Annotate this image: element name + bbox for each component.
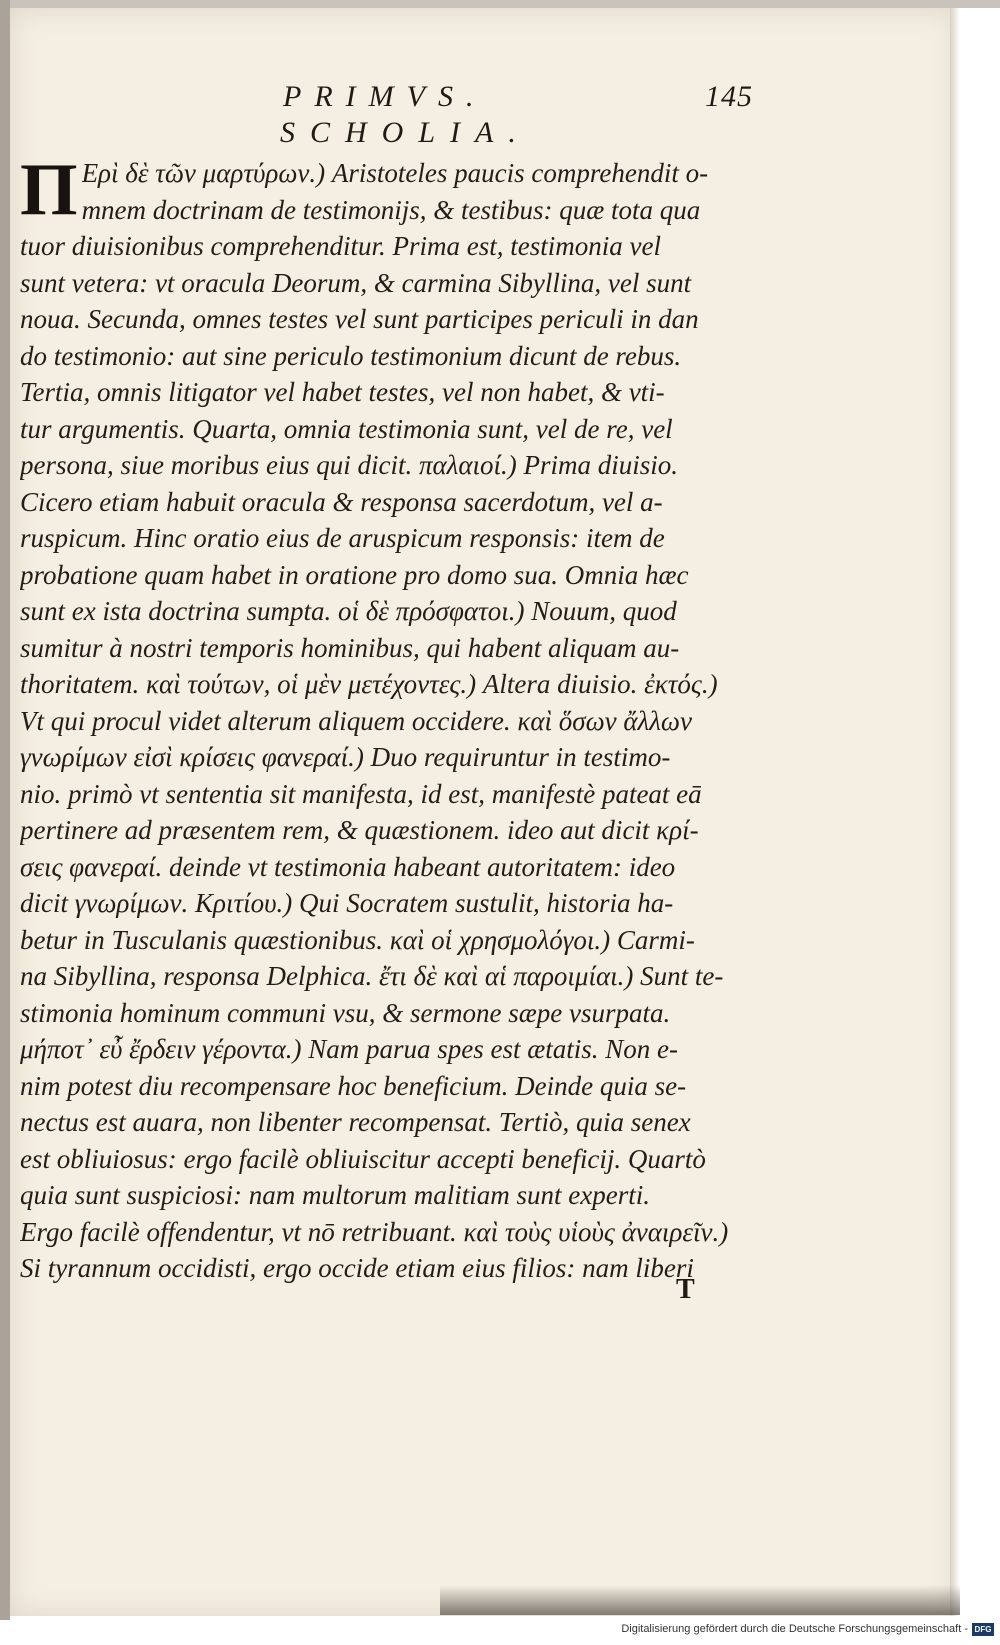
text-line: nim potest diu recompensare hoc beneficium. Deinde quia se- bbox=[20, 1070, 687, 1101]
page-number: 145 bbox=[705, 80, 753, 113]
text-line: sunt ex ista doctrina sumpta. οἱ δὲ πρόσφατοι.) Nouum, quod bbox=[20, 596, 677, 626]
text-line: thoritatem. καὶ τούτων, οἱ μὲν μετέχοντες.) Altera diuisio. ἐκτός.) bbox=[20, 669, 718, 699]
text-line: probatione quam habet in oratione pro domo sua. Omnia hæc bbox=[20, 559, 689, 590]
scan-edge-top bbox=[0, 0, 1000, 8]
page-header bbox=[283, 80, 753, 120]
dfg-logo: DFG bbox=[972, 1623, 994, 1636]
text-line: Cicero etiam habuit oracula & responsa sacerdotum, vel a- bbox=[20, 486, 663, 517]
text-line: quia sunt suspiciosi: nam multorum malitiam sunt experti. bbox=[20, 1180, 650, 1210]
section-title: SCHOLIA. bbox=[280, 116, 531, 149]
text-line: ruspicum. Hinc oratio eius de aruspicum responsis: item de bbox=[20, 523, 665, 553]
text-line: Tertia, omnis litigator vel habet testes, vel non habet, & vti- bbox=[20, 377, 665, 407]
text-line: pertinere ad præsentem rem, & quæstionem. ideo aut dicit κρί- bbox=[20, 815, 699, 845]
text-line: stimonia hominum communi vsu, & sermone sæpe vsurpata. bbox=[20, 997, 671, 1028]
text-line: Si tyrannum occidisti, ergo occide etiam eius filios: nam liberi bbox=[20, 1253, 694, 1283]
text-line: σεις φανεραί. deinde vt testimonia habeant autoritatem: ideo bbox=[20, 851, 676, 882]
drop-initial: Π bbox=[20, 149, 78, 231]
body-text bbox=[20, 149, 740, 1287]
text-line: Vt qui procul videt alterum aliquem occidere. καὶ ὅσων ἄλλων bbox=[20, 705, 692, 736]
text-line: noua. Secunda, omnes testes vel sunt participes periculi in dan bbox=[20, 304, 699, 334]
text-line: tur argumentis. Quarta, omnia testimonia sunt, vel de re, vel bbox=[20, 413, 673, 444]
running-title: PRIMVS. bbox=[283, 80, 487, 113]
text-line: do testimonio: aut sine periculo testimonium dicunt de rebus. bbox=[20, 340, 682, 371]
text-line: γνωρίμων εἰσὶ κρίσεις φανεραί.) Duo requiruntur in testimo- bbox=[20, 742, 671, 772]
text-line: nectus est auara, non libenter recompensat. Tertiò, quia senex bbox=[20, 1107, 691, 1137]
text-line: persona, siue moribus eius qui dicit. παλαιοί.) Prima diuisio. bbox=[20, 450, 679, 480]
page-bottom-edge bbox=[440, 1585, 960, 1615]
page-edge-shadow bbox=[950, 8, 960, 1616]
catchword: T bbox=[676, 1274, 695, 1305]
text-line: betur in Tusculanis quæstionibus. καὶ οἱ χρησμολόγοι.) Carmi- bbox=[20, 924, 695, 955]
text-line: sunt vetera: vt oracula Deorum, & carmina Sibyllina, vel sunt bbox=[20, 267, 692, 298]
text-line: sumitur à nostri temporis hominibus, qui habent aliquam au- bbox=[20, 632, 680, 663]
text-line: tuor diuisionibus comprehenditur. Prima est, testimonia vel bbox=[20, 231, 661, 261]
text-line: est obliuiosus: ergo facilè obliuiscitur accepti beneficij. Quartò bbox=[20, 1143, 706, 1174]
text-line: Ερὶ δὲ τῶν μαρτύρων.) Aristoteles paucis comprehendit o- bbox=[81, 158, 709, 188]
scan-edge-left bbox=[0, 0, 10, 1620]
funding-credit: Digitalisierung gefördert durch die Deutsche Forschungsgemeinschaft - bbox=[621, 1623, 968, 1635]
text-line: dicit γνωρίμων. Κριτίου.) Qui Socratem sustulit, historia ha- bbox=[20, 888, 674, 918]
text-line: μήποτ᾽ εὖ ἔρδειν γέροντα.) Nam parua spes est ætatis. Non e- bbox=[20, 1034, 678, 1064]
text-line: Ergo facilè offendentur, vt nō retribuant. καὶ τοὺς υἱοὺς ἀναιρεῖν.) bbox=[20, 1216, 729, 1247]
text-line: na Sibyllina, responsa Delphica. ἔτι δὲ καὶ αἱ παροιμίαι.) Sunt te- bbox=[20, 961, 724, 991]
text-line: nio. primò vt sententia sit manifesta, id est, manifestè pateat eā bbox=[20, 778, 702, 809]
text-line: mnem doctrinam de testimonijs, & testibus: quæ tota qua bbox=[81, 194, 701, 225]
